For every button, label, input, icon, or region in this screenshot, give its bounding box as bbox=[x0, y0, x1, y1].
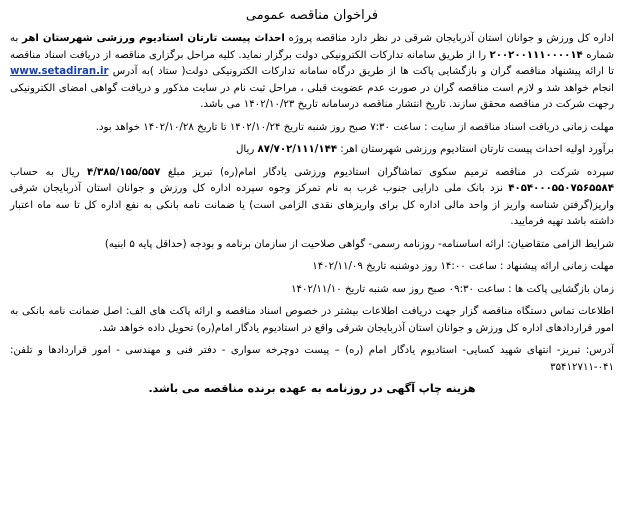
footer-note: هزینه چاپ آگهی در روزنامه به عهده برنده مناقصه می باشد. bbox=[148, 382, 476, 395]
project-name: احداث پیست تارتان استادیوم ورزشی شهرستان اهر bbox=[21, 33, 285, 44]
intro-text-b: به شماره bbox=[10, 33, 614, 61]
account-number: ۴۰۵۴۰۰۰۵۵۰۷۵۶۵۵۸۴ bbox=[508, 183, 614, 194]
deposit-amount: ۴/۳۸۵/۱۵۵/۵۵۷ bbox=[87, 166, 161, 178]
deposit-text-a: سپرده شرکت در مناقصه ترمیم سکوی تماشاگران استادیوم ورزشی یادگار امام(ره) تبریز مبلغ bbox=[160, 166, 614, 178]
estimate-paragraph bbox=[10, 142, 614, 159]
document-deadline: مهلت زمانی دریافت اسناد مناقصه از سایت : ساعت ۷:۳۰ صبح روز شنبه تاریخ ۱۴۰۲/۱۰/۲۴ تا تاریخ ۱۴۰۲/۱۰/۲۸ خواهد بود. bbox=[95, 121, 614, 133]
deposit-text-b: ریال به حساب bbox=[10, 166, 88, 178]
address: آدرس: تبریز- انتهای شهید کسایی- استادیوم یادگار امام (ره) – پیست دوچرخه سواری - دفتر فنی و مهندسی - امور قراردادها و تلفن: ۰۴۱-۳۵۴۱۲۷۱۱ bbox=[10, 345, 614, 373]
setad-link[interactable]: www.setadiran.ir bbox=[10, 66, 109, 77]
opening-time: زمان بازگشایی پاکت ها : ساعت ۰۹:۳۰ صبح روز سه شنبه تاریخ ۱۴۰۲/۱۱/۱۰ bbox=[291, 283, 614, 295]
notice-title: فراخوان مناقصه عمومی bbox=[245, 8, 379, 23]
deposit-paragraph bbox=[10, 165, 614, 231]
proposal-deadline: مهلت زمانی ارائه پیشنهاد : ساعت ۱۴:۰۰ روز دوشنبه تاریخ ۱۴۰۲/۱۱/۰۹ bbox=[312, 261, 614, 272]
intro-text-d: انجام خواهد شد و لازم است مناقصه گران در صورت عدم عضویت قبلی ، مراحل ثبت نام در سایت مذکور و دریافت گواهی امضای الکترونیکی رجهت شرکت در مناقصه محقق سازند. تاریخ انتشار مناقصه درسامانه تاریخ ۱۴۰۲/۱۰/۲۳ می باشد. bbox=[10, 82, 614, 110]
requirements: شرایط الزامی متقاضیان: ارائه اساسنامه- روزنامه رسمی- گواهی صلاحیت از سازمان برنامه و بودجه (حداقل پایه ۵ ابنیه) bbox=[104, 238, 614, 250]
estimate-text-b: ریال bbox=[235, 144, 258, 155]
intro-text-c: را از طریق سامانه تدارکات الکترونیکی دولت برگزار نماید. کلیه مراحل برگزاری مناقصه از دریافت اسناد مناقصه تا ارائه پیشنهاد مناقصه گران و بازگشایی پاکت ها از طریق درگاه سامانه تدارکات الکترونیکی دولت( ستاد )به آدرس bbox=[10, 49, 614, 77]
estimate-text-a: برآورد اولیه احداث پیست تارتان استادیوم ورزشی شهرستان اهر: bbox=[337, 144, 614, 155]
intro-text-a: اداره کل ورزش و جوانان استان آذربایجان شرقی در نظر دارد مناقصه پروژه bbox=[284, 33, 614, 44]
contact-info: اطلاعات تماس دستگاه مناقصه گزار جهت دریافت اطلاعات بیشتر در خصوص اسناد مناقصه و ارائه پاکت های الف: اصل ضمانت نامه بانکی به امور قراردادهای اداره کل ورزش و جوانان استان آذربایجان شرقی واقع در استادیوم یادگار امام(ره) تحویل داده خواهد شد. bbox=[10, 306, 614, 334]
deposit-text-c: نزد بانک ملی دارایی جنوب غرب به نام تمرکز وجوه سپرده اداره کل ورزش و جوانان استان آذربایجان شرقی واریز(گرفتن شناسه واریز از واحد مالی اداره کل برای واریزهای نقدی الزامی است) یا ضمانت نامه بانکی به نفع اداره کل تا سه ماه اعتبار داشته باشد تهیه فرمایید. bbox=[10, 183, 614, 227]
intro-paragraph bbox=[10, 31, 614, 114]
tender-number: ۲۰۰۲۰۰۱۱۱۰۰۰۰۱۴ bbox=[489, 49, 583, 61]
estimate-amount: ۸۷/۷۰۲/۱۱۱/۱۴۴ bbox=[257, 144, 338, 155]
